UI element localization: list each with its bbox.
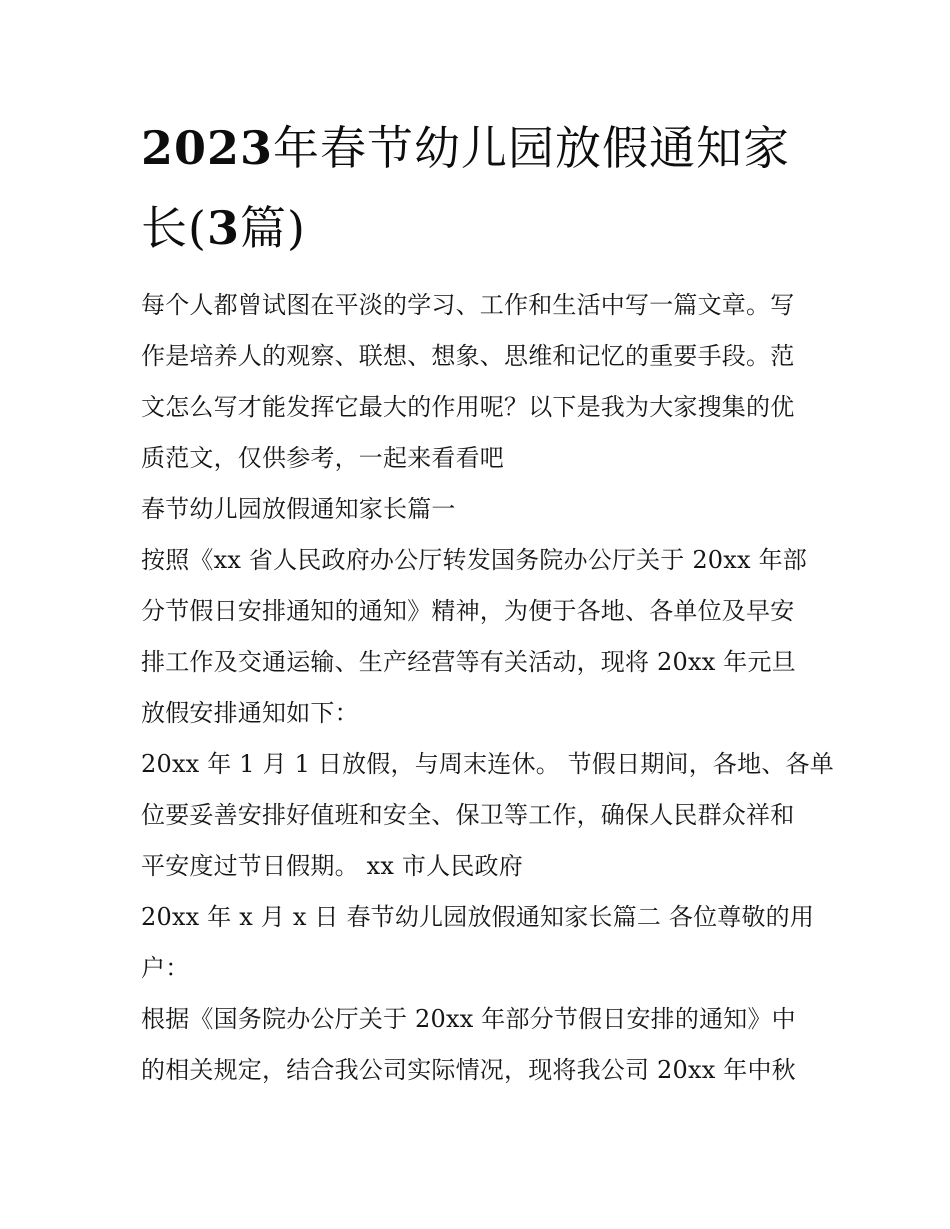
document-content: [141, 108, 834, 1096]
paragraph-notice-2: [141, 739, 834, 892]
title-year: 2023: [141, 121, 274, 175]
paragraph-line: 户：: [141, 954, 190, 982]
paragraph-line: 春节幼儿园放假通知家长篇一: [141, 495, 456, 523]
paragraph-line: 平安度过节日假期。 xx 市人民政府: [141, 852, 523, 880]
title-line-1: [141, 108, 813, 188]
paragraph-line: 分节假日安排通知的通知》精神，为便于各地、各单位及早安: [141, 597, 795, 625]
paragraph-line: 每个人都曾试图在平淡的学习、工作和生活中写一篇文章。写: [141, 291, 795, 319]
paragraph-line: 文怎么写才能发挥它最大的作用呢？以下是我为大家搜集的优: [141, 393, 795, 421]
title-count: 3: [206, 201, 240, 255]
document-title: [141, 108, 813, 268]
paragraph-line: 按照《xx 省人民政府办公厅转发国务院办公厅关于 20xx 年部: [141, 546, 807, 574]
paragraph-line: 质范文，仅供参考，一起来看看吧: [141, 444, 504, 472]
title-text-1: 年春节幼儿园放假通知家: [273, 121, 791, 175]
paragraph-intro: [141, 280, 813, 484]
paragraph-notice-3: [141, 994, 813, 1096]
section-heading-1: [141, 484, 813, 535]
paragraph-line: 20xx 年 x 月 x 日 春节幼儿园放假通知家长篇二 各位尊敬的用: [141, 903, 815, 931]
title-text-2: 长(: [141, 201, 207, 255]
paragraph-date-section-2: [141, 892, 813, 994]
paragraph-line: 排工作及交通运输、生产经营等有关活动，现将 20xx 年元旦: [141, 648, 796, 676]
paragraph-line: 20xx 年 1 月 1 日放假，与周末连休。 节假日期间，各地、各单: [141, 750, 834, 778]
paragraph-line: 根据《国务院办公厅关于 20xx 年部分节假日安排的通知》中: [141, 1005, 796, 1033]
paragraph-line: 作是培养人的观察、联想、想象、思维和记忆的重要手段。范: [141, 342, 795, 370]
title-line-2: [141, 188, 813, 268]
paragraph-line: 放假安排通知如下：: [141, 699, 359, 727]
title-text-3: 篇): [239, 201, 306, 255]
paragraph-line: 位要妥善安排好值班和安全、保卫等工作，确保人民群众祥和: [141, 801, 795, 829]
paragraph-notice-1: [141, 535, 813, 739]
paragraph-line: 的相关规定，结合我公司实际情况，现将我公司 20xx 年中秋: [141, 1056, 796, 1084]
